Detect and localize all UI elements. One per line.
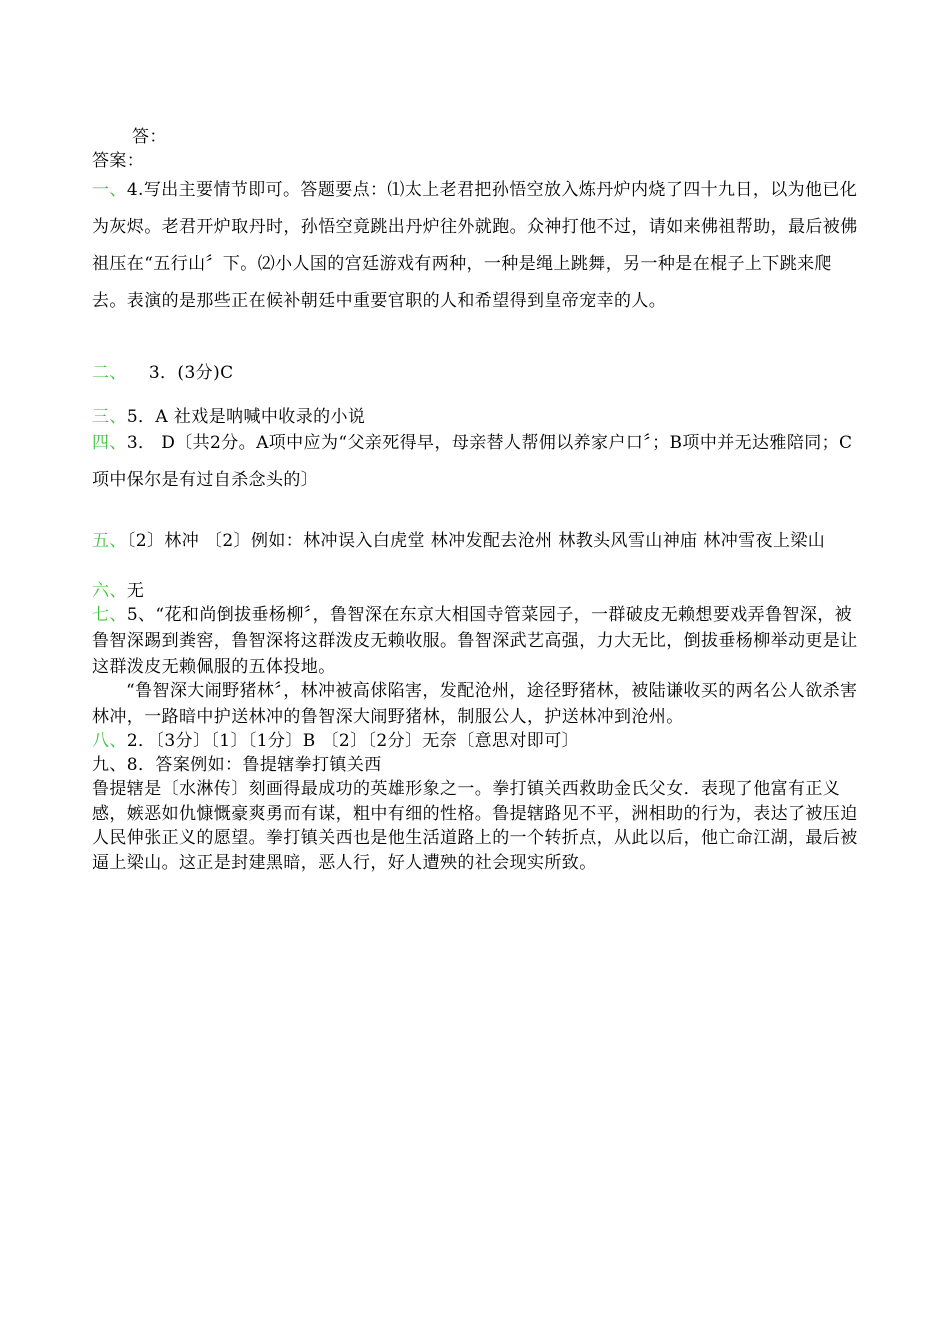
section-number: 七、 xyxy=(92,605,127,625)
section-8 xyxy=(92,728,862,754)
section-text: “鲁智深大闹野猪林〞，林冲被高俅陷害，发配沧州，途径野猪林，被陆谦收买的两名公人欲杀害林冲，一路暗中护送林冲的鲁智深大闹野猪林，制服公人，护送林冲到沧州。 xyxy=(92,681,858,727)
section-number: 四、 xyxy=(92,433,127,453)
section-9-body xyxy=(92,777,862,875)
answer-heading xyxy=(92,148,862,174)
answer-heading-text: 答案： xyxy=(92,151,145,171)
section-number: 五、 xyxy=(92,531,127,551)
section-7-paragraph-2 xyxy=(92,678,862,730)
section-text: 2．〔3分〕〔1〕〔1分〕B 〔2〕〔2分〕无奈〔意思对即可〕 xyxy=(126,731,580,751)
section-heading-text: 九、8．答案例如：鲁提辖拳打镇关西 xyxy=(92,755,382,775)
section-number: 六、 xyxy=(92,581,127,601)
section-number: 一、 xyxy=(92,180,127,200)
section-text: 5．A 社戏是呐喊中收录的小说 xyxy=(126,407,366,427)
section-5 xyxy=(92,528,862,554)
section-number: 三、 xyxy=(92,407,127,427)
section-6 xyxy=(92,578,862,604)
section-number: 二、 xyxy=(92,363,127,383)
section-text: 3．(3分)C xyxy=(148,363,234,383)
section-4 xyxy=(92,425,862,499)
section-text: 无 xyxy=(126,581,145,601)
section-2 xyxy=(92,355,862,392)
answer-prompt xyxy=(92,124,862,150)
section-text: 3． D〔共2分。A项中应为“父亲死得早，母亲替人帮佣以养家户口〞；B项中并无达雅陪同；C项中保尔是有过自杀念头的〕 xyxy=(92,433,853,490)
section-9-heading xyxy=(92,752,862,778)
answer-prompt-text: 答： xyxy=(132,127,167,147)
section-text: 鲁提辖是〔水淋传〕刻画得最成功的英雄形象之一。拳打镇关西救助金氏父女．表现了他富有正义感，嫉恶如仇慷慨豪爽勇而有谋，粗中有细的性格。鲁提辖路见不平，洲相助的行为，表达了被压迫人民伸张正义的愿望。拳打镇关西也是他生活道路上的一个转折点，从此以后，他亡命江湖，最后被逼上梁山。这正是封建黑暗，恶人行，好人遭殃的社会现实所致。 xyxy=(92,779,858,873)
section-1 xyxy=(92,172,862,320)
section-text: 5、“花和尚倒拔垂杨柳〞，鲁智深在东京大相国寺管菜园子，一群破皮无赖想要戏弄鲁智深，被鲁智深踢到粪窖，鲁智深将这群泼皮无赖收服。鲁智深武艺高强，力大无比，倒拔垂杨柳举动更是让这群泼皮无赖佩服的五体投地。 xyxy=(92,605,858,677)
section-number: 八、 xyxy=(92,731,127,751)
section-text: 〔2〕林冲 〔2〕例如：林冲误入白虎堂 林冲发配去沧州 林教头风雪山神庙 林冲雪夜上梁山 xyxy=(126,531,826,551)
section-text: 4.写出主要情节即可。答题要点：⑴太上老君把孙悟空放入炼丹炉内烧了四十九日，以为他已化为灰烬。老君开炉取丹时，孙悟空竟跳出丹炉往外就跑。众神打他不过，请如来佛祖帮助，最后被佛祖压在“五行山〞下。⑵小人国的宫廷游戏有两种，一种是绳上跳舞，另一种是在棍子上下跳来爬去。表演的是那些正在候补朝廷中重要官职的人和希望得到皇帝宠幸的人。 xyxy=(92,180,858,311)
section-7 xyxy=(92,602,862,680)
